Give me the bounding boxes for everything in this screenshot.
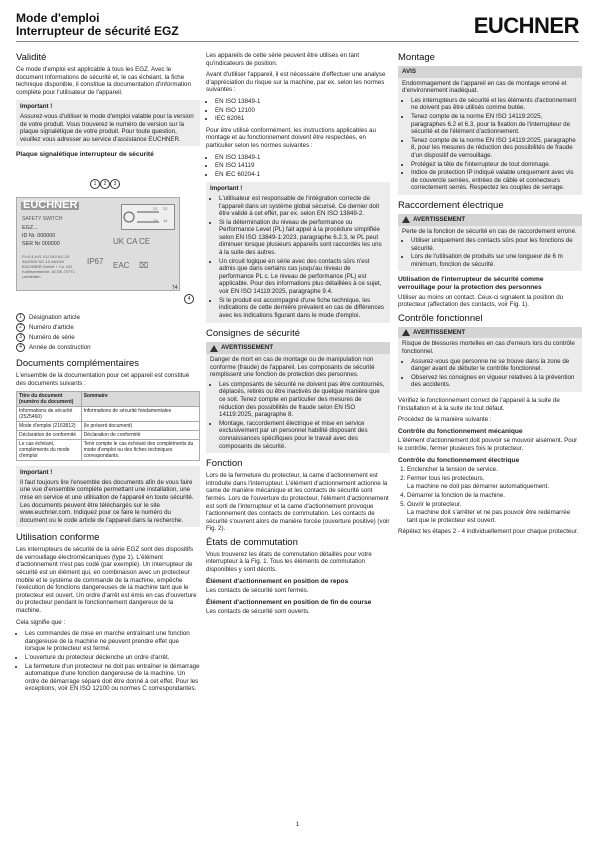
list-item: • Indice de protection IP indiqué valable uniquement avec vis de couvercle serrées, entrées de câble et connecteurs correctement serrés. Respectez les couples de serrage. — [411, 169, 578, 192]
nameplate-id: ID Nr. 000000 — [22, 232, 56, 239]
important-text: Assurez-vous d'utiliser le mode d'emploi valable pour la version de votre produit. Vous trouverez le numéro de version sur la plaque signalétique de votre produit. Pour toute question, veuillez vous adresser au service d'assistance EUCHNER. — [20, 112, 194, 143]
list-item: • L'ouverture du protecteur déclenche un ordre d'arrêt. — [25, 654, 200, 662]
standards-list — [206, 98, 390, 123]
important-box: Important ! • L'utilisateur est responsable de l'intégration correcte de l'appareil dans un système global sécurisé. Ce dernier doit être validé à cet effet, par ex. selon EN ISO 13849-2. • Si la détermination du niveau de performance ou Performance Level (PL) fait appel à la procédure simplifiée selon EN ISO 13849-1:2023, paragraphe 6.2.3, le PL peut diminuer lorsque plusieurs appareils sont raccordés les uns à la suite des autres. • Un circuit logique en série avec des contacts sûrs n'est admis que dans certains cas jusqu'au niveau de performance PL c. Le niveau de performance (PL) est applicable. Pour des informations plus détaillées à ce sujet, voir EN ISO 14119:2025, paragraphe 9.4. • Si le produit est accompagné d'une fiche technique, les indications de cette dernière prévalent en cas de différences avec les indications figurant dans le mode d'emploi. — [206, 182, 390, 323]
list-item: • Les composants de sécurité ne doivent pas être contournés, déplacés, retirés ou être inactivés de quelque manière que ce soit. Tenez compte en particulier des mesures de réduction des possibilités de fraude selon EN ISO 14119:2025, paragraphe 8. — [219, 381, 386, 419]
table-row: Le cas échéant, compléments du mode d'emploi Tenir compte le cas échéant des compléments du mode d'emploi ou des fiches techniques correspondants. — [17, 440, 200, 461]
ce-mark-icon: CE — [139, 236, 151, 246]
list-item: • EN ISO 14119 — [215, 162, 390, 170]
warning-box: AVERTISSEMENT Perte de la fonction de sécurité en cas de raccordement erroné. • Utiliser uniquement des contacts sûrs pour les fonctions de sécurité. • Lors de l'utilisation de produits sur une longueur de 6 m minimum, fonction de sécurité. — [398, 214, 582, 272]
list-item: • EN ISO 13849-1 — [215, 154, 390, 162]
table-row: Informations de sécurité (2525460) Informations de sécurité fondamentales — [17, 407, 200, 422]
legend-item: 1 Désignation article — [16, 313, 200, 322]
test-steps — [398, 466, 582, 524]
section-title-functional-test: Contrôle fonctionnel — [398, 312, 483, 324]
list-item: • Un circuit logique en série avec des contacts sûrs n'est admis que dans certains cas jusqu'au niveau de performance PL c. Le niveau de performance (PL) est applicable. Pour des informations plus détaillées à ce sujet, voir EN ISO 14119:2025, paragraphe 9.4. — [219, 258, 386, 296]
ec-mark-icon: EAC — [113, 260, 130, 270]
contact-label: 21 — [153, 205, 158, 211]
section-title-validity: Validité — [16, 52, 47, 63]
nameplate-legend — [16, 313, 200, 352]
header-rule — [16, 41, 579, 42]
usage-list — [16, 630, 200, 693]
list-item: La machine ne doit pas démarrer automatiquement. — [407, 483, 550, 491]
table-header-row: Titre du document (numéro du document) Sommaire — [17, 392, 200, 407]
list-item: 1. Enclencher la tension de service. — [407, 466, 582, 474]
list-item: • Assurez-vous que personne ne se trouve dans la zone de danger avant de débuter le contrôle fonctionnel. — [411, 358, 578, 373]
contact-label: 14 — [163, 217, 168, 223]
list-item: • EN IEC 60204-1 — [215, 171, 390, 179]
documents-table — [16, 391, 200, 461]
list-item: • Utiliser uniquement des contacts sûrs pour les fonctions de sécurité. — [411, 237, 578, 252]
list-item: • Les interrupteurs de sécurité et les éléments d'actionnement ne doivent pas être utilisés comme butée. — [411, 97, 578, 112]
list-item: • Si le produit est accompagné d'une fiche technique, les indications de cette dernière prévalent en cas de différences avec les indications figurant dans le mode d'emploi. — [219, 297, 386, 320]
list-item: • Les commandes de mise en marche entraînant une fonction dangereuse de la machine ne peuvent prendre effet que lorsque le protecteur est fermé. — [25, 630, 200, 653]
list-item: • Tenez compte de la norme EN ISO 14119:2025, paragraphes 6.2 et 6.3, pour la fixation de l'interrupteur de sécurité et de l'élément d'actionnement. — [411, 113, 578, 136]
important-title: Important ! — [20, 103, 53, 111]
nameplate-model: EGZ... — [22, 224, 38, 231]
list-item: • La fermeture d'un protecteur ne doit pas entraîner le démarrage automatique d'une fonction dangereuse de la machine. Un ordre de démarrage séparé doit être donné à cet effet. Pour les exceptions, voir EN ISO 12100 ou normes C correspondantes. — [25, 663, 200, 693]
weee-icon: ⌧ — [139, 260, 149, 270]
page-number: 1 — [295, 822, 300, 828]
list-item: La machine doit s'arrêter et ne pas pouvoir être redémarrée tant que le protecteur est ouvert. — [407, 509, 571, 524]
legend-item: 4 Année de construction — [16, 343, 200, 352]
brand-logo: EUCHNER — [473, 13, 579, 38]
list-item: • EN ISO 13849-1 — [215, 98, 390, 106]
doc-title-line1: Mode d'emploi — [16, 11, 100, 25]
section-title-function: Fonction — [206, 458, 243, 470]
section-title-electrical: Raccordement électrique — [398, 199, 504, 211]
documents-text: L'ensemble de la documentation pour cet appareil est constitué des documents suivants : — [16, 371, 190, 387]
column-1: Validité Ce mode d'emploi est applicable à tous les EGZ. Avec le document Informations de sécurité et, le cas échéant, la fiche technique disponible, il constitue la documentation d'information complète pour l'utilisateur de l'appareil. Important ! Assurez-vous d'utiliser le mode d'emploi valable pour la version de votre produit. Vous trouverez le numéro de version sur la plaque signalétique de votre produit. Pour toute question, veuillez vous adresser au service d'assistance EUCHNER. Plaque signalétique interrupteur de sécurité EUCHNER SAFETY SWITCH EGZ... ID Nr. 000000 SER Nr 000000 FI=0.4 A.R. EU 24V AC-15 4A/230V DC-13 4A/24V EUCHNER GmbH + Co. KG Kohlhammerstr. 16 DE-70771 Leinfelden IP67 UK CA CE EAC ⌧ 21 22 13 14 1 2 3 4 74 1 Désignation article 2 Numéro d'article 3 Numéro de série 4 Année de construction Documents complémentaires L'ensemble de la documentation pour cet appareil est constitué des documents suivants : Titre du document (numéro du document) Sommaire Informations de sécurité (2525460) Informations de sécurité fondamentales Mode d'emploi (2163812) (le présent document) Déclaration de conformité Déclaration de conformité Le cas échéant, compléments du mode d'emploi Tenir compte le cas échéant des compléments du mode d'emploi ou des fiches techniques correspondants. Important ! Il faut toujours lire l'ensemble des documents afin de vous faire une vue d'ensemble complète permettant une installation, une mise en service et une utilisation de l'appareil en toute sécurité. Les documents peuvent être téléchargés sur le site www.euchner.com. Indiquez pour ce faire le numéro du document ou le code article de l'appareil dans la recherche. Utilisation conforme Les interrupteurs de sécurité de la série EGZ sont des dispositifs de verrouillage électromécaniques (type 1). L'élément d'actionnement n'est pas codé (par exemple). Un interrupteur de sécurité est un élément qui, en combinaison avec un protecteur mobile et le système de commande de la machine, empêche l'exécution de fonctions dangereuses de la machine tant que le protecteur est ouvert. Un ordre d'arrêt est émis en cas d'ouverture du protecteur pendant le fonctionnement dangereux de la machine. Cela signifie que : • Les commandes de mise en marche entraînant une fonction dangereuse de la machine ne peuvent prendre effet que lorsque le protecteur est fermé. • L'ouverture du protecteur déclenche un ordre d'arrêt. • La fermeture d'un protecteur ne doit pas entraîner le démarrage automatique d'une fonction dangereuse de la machine. Un ordre de démarrage séparé doit être donné à cet effet. Pour les exceptions, voir EN ISO 12100 ou normes C correspondantes. — [16, 52, 200, 697]
notice-box: AVIS Endommagement de l'appareil en cas de montage erroné et d'environnement inadéquat. • Les interrupteurs de sécurité et les éléments d'actionnement ne doivent pas être utilisés comme butée. • Tenez compte de la norme EN ISO 14119:2025, paragraphes 6.2 et 6.3, pour la fixation de l'interrupteur de sécurité et de l'élément d'actionnement. • Tenez compte de la norme EN ISO 14119:2025, paragraphe 8, pour les mesures de réduction des possibilités de fraude d'un dispositif de verrouillage. • Protégez la tête de l'interrupteur de tout dommage. • Indice de protection IP indiqué valable uniquement avec vis de couvercle serrées, entrées de câble et connecteurs correctement serrés. Respectez les couples de serrage. — [398, 66, 582, 195]
list-item: • L'utilisateur est responsable de l'intégration correcte de l'appareil dans un système global sécurisé. Ce dernier doit être validé à cet effet, par ex. selon EN ISO 13849-2. — [219, 195, 386, 218]
list-item: 5. Ouvrir le protecteur. — [407, 501, 582, 509]
validity-text: Ce mode d'emploi est applicable à tous les EGZ. Avec le document Informations de sécurité et, le cas échéant, la fiche technique disponible, il constitue la documentation d'information complète pour l'utilisateur de l'appareil. — [16, 66, 191, 96]
contact-label: 13 — [153, 217, 158, 223]
legend-item: 3 Numéro de série — [16, 333, 200, 342]
important-box — [16, 100, 200, 146]
list-item: • Si la détermination du niveau de performance ou Performance Level (PL) fait appel à la procédure simplifiée selon EN ISO 13849-1:2023, paragraphe 6.2.3, le PL peut diminuer lorsque plusieurs appareils sont raccordés les uns à la suite des autres. — [219, 219, 386, 257]
section-title-intended-use: Utilisation conforme — [16, 532, 100, 544]
standards-list — [206, 154, 390, 179]
nameplate-serial: SER Nr 000000 — [22, 240, 60, 247]
list-item: • Lors de l'utilisation de produits sur une longueur de 6 m minimum, fonction de sécurité. — [411, 253, 578, 268]
list-item: • Observez les consignes en vigueur relatives à la prévention des accidents. — [411, 374, 578, 389]
list-item: • Montage, raccordement électrique et mise en service exclusivement par un personnel habilité disposant des connaissances spécifiques pour le travail avec des composants de sécurité. — [219, 420, 386, 450]
list-item: • Protégez la tête de l'interrupteur de tout dommage. — [411, 161, 578, 169]
table-row: Déclaration de conformité Déclaration de conformité — [17, 431, 200, 440]
callout-2: 2 — [100, 179, 110, 189]
list-item: • EN ISO 12100 — [215, 107, 390, 115]
warning-icon — [402, 216, 410, 223]
contact-label: 22 — [163, 205, 168, 211]
section-title-safety: Consignes de sécurité — [206, 328, 300, 340]
column-3: Montage AVIS Endommagement de l'appareil en cas de montage erroné et d'environnement inadéquat. • Les interrupteurs de sécurité et les éléments d'actionnement ne doivent pas être utilisés comme butée. • Tenez compte de la norme EN ISO 14119:2025, paragraphes 6.2 et 6.3, pour la fixation de l'interrupteur de sécurité et de l'élément d'actionnement. • Tenez compte de la norme EN ISO 14119:2025, paragraphe 8, pour les mesures de réduction des possibilités de fraude d'un dispositif de verrouillage. • Protégez la tête de l'interrupteur de tout dommage. • Indice de protection IP indiqué valable uniquement avec vis de couvercle serrées, entrées de câble et connecteurs correctement serrés. Respectez les couples de serrage. Raccordement électrique AVERTISSEMENT Perte de la fonction de sécurité en cas de raccordement erroné. • Utiliser uniquement des contacts sûrs pour les fonctions de sécurité. • Lors de l'utilisation de produits sur une longueur de 6 m minimum, fonction de sécurité. Utilisation de l'interrupteur de sécurité comme verrouillage pour la protection des personnes Utiliser au moins un contact. Ceux-ci signalent la position du protecteur (affectation des contacts, voir Fig. 1). Contrôle fonctionnel AVERTISSEMENT Risque de blessures mortelles en cas d'erreurs lors du contrôle fonctionnel. • Assurez-vous que personne ne se trouve dans la zone de danger avant de débuter le contrôle fonctionnel. • Observez les consignes en vigueur relatives à la prévention des accidents. Vérifiez le fonctionnement correct de l'appareil à la suite de l'installation et à la suite de tout défaut. Procédez de la manière suivante : Contrôle du fonctionnement mécanique L'élément d'actionnement doit pouvoir se mouvoir aisément. Pour le contrôle, fermer plusieurs fois le protecteur. Contrôle du fonctionnement électrique 1. Enclencher la tension de service. 2. Fermer tous les protecteurs. La machine ne doit pas démarrer automatiquement. 4. Démarrer la fonction de la machine. 5. Ouvrir le protecteur. La machine doit s'arrêter et ne pas pouvoir être redémarrée tant que le protecteur est ouvert. Répétez les étapes 2 - 4 individuellement pour chaque protecteur. — [398, 52, 582, 540]
doc-title-line2: Interrupteur de sécurité EGZ — [16, 24, 179, 38]
list-item: • IEC 62061 — [215, 115, 390, 123]
nameplate-ip-rating: IP67 — [87, 256, 104, 266]
warning-icon — [210, 345, 218, 352]
warning-box: AVERTISSEMENT Danger de mort en cas de montage ou de manipulation non conforme (fraude) de l'appareil. Les composants de sécurité remplissent une fonction de protection des personnes. • Les composants de sécurité ne doivent pas être contournés, déplacés, retirés ou être inactivés de quelque manière que ce soit. Tenez compte en particulier des mesures de réduction des possibilités de fraude selon EN ISO 14119:2025, paragraphe 8. • Montage, raccordement électrique et mise en service exclusivement par un personnel habilité disposant des connaissances spécifiques pour le travail avec des composants de sécurité. — [206, 342, 390, 453]
important-box: Important ! Il faut toujours lire l'ensemble des documents afin de vous faire une vue d'ensemble complète permettant une installation, une mise en service et une utilisation de l'appareil en toute sécurité. Les documents peuvent être téléchargés sur le site www.euchner.com. Indiquez pour ce faire le numéro du document ou le code article de l'appareil dans la recherche. — [16, 466, 200, 527]
nameplate-title: Plaque signalétique interrupteur de sécurité — [16, 151, 154, 159]
nameplate — [16, 197, 180, 291]
section-title-documents: Documents complémentaires — [16, 357, 140, 369]
list-item: 4. Démarrer la fonction de la machine. — [407, 492, 582, 500]
nameplate-figure — [16, 161, 200, 309]
list-item: • Tenez compte de la norme EN ISO 14119:2025, paragraphe 8, pour les mesures de réduction des possibilités de fraude d'un dispositif de verrouillage. — [411, 137, 578, 160]
nameplate-subtitle: SAFETY SWITCH — [22, 215, 63, 222]
callout-1: 1 — [90, 179, 100, 189]
warning-box: AVERTISSEMENT Risque de blessures mortelles en cas d'erreurs lors du contrôle fonctionnel. • Assurez-vous que personne ne se trouve dans la zone de danger avant de débuter le contrôle fonctionnel. • Observez les consignes en vigueur relatives à la prévention des accidents. — [398, 327, 582, 392]
nameplate-small-print: FI=0.4 A.R. EU 24V AC-15 4A/230V DC-13 4A/24V EUCHNER GmbH + Co. KG Kohlhammerstr. 16 DE-70771 Leinfelden — [22, 253, 75, 279]
table-row: Mode d'emploi (2163812) (le présent document) — [17, 422, 200, 431]
callout-4: 4 — [184, 294, 194, 304]
list-item: 2. Fermer tous les protecteurs. — [407, 475, 582, 483]
nameplate-logo: EUCHNER — [23, 198, 78, 211]
callout-3: 3 — [110, 179, 120, 189]
nameplate-year: 74 — [172, 284, 178, 291]
section-title-mounting: Montage — [398, 52, 435, 63]
ukca-mark-icon: UK CA — [113, 236, 138, 246]
legend-item: 2 Numéro d'article — [16, 323, 200, 332]
column-2: Les appareils de cette série peuvent être utilisés en tant qu'indicateurs de position. Avant d'utiliser l'appareil, il est nécessaire d'effectuer une analyse d'appréciation du risque sur la machine, par ex. selon les normes suivantes : • EN ISO 13849-1 • EN ISO 12100 • IEC 62061 Pour être utilisé conformément, les instructions applicables au montage et au fonctionnement doivent être respectées, en particulier selon les normes suivantes : • EN ISO 13849-1 • EN ISO 14119 • EN IEC 60204-1 Important ! • L'utilisateur est responsable de l'intégration correcte de l'appareil dans un système global sécurisé. Ce dernier doit être validé à cet effet, par ex. selon EN ISO 13849-2. • Si la détermination du niveau de performance ou Performance Level (PL) fait appel à la procédure simplifiée selon EN ISO 13849-1:2023, paragraphe 6.2.3, le PL peut diminuer lorsque plusieurs appareils sont raccordés les uns à la suite des autres. • Un circuit logique en série avec des contacts sûrs n'est admis que dans certains cas jusqu'au niveau de performance PL c. Le niveau de performance (PL) est applicable. Pour des informations plus détaillées à ce sujet, voir EN ISO 14119:2025, paragraphe 9.4. • Si le produit est accompagné d'une fiche technique, les indications de cette dernière prévalent en cas de différences avec les indications figurant dans le mode d'emploi. Consignes de sécurité AVERTISSEMENT Danger de mort en cas de montage ou de manipulation non conforme (fraude) de l'appareil. Les composants de sécurité remplissent une fonction de protection des personnes. • Les composants de sécurité ne doivent pas être contournés, déplacés, retirés ou être inactivés de quelque manière que ce soit. Tenez compte en particulier des mesures de réduction des possibilités de fraude selon EN ISO 14119:2025, paragraphe 8. • Montage, raccordement électrique et mise en service exclusivement par un personnel habilité disposant des connaissances spécifiques pour le travail avec des composants de sécurité. Fonction Lors de la fermeture du protecteur, la came d'actionnement est introduite dans l'interrupteur. L'élément d'actionnement actionne la came de manière mécanique et les contacts de sécurité sont fermés. Lors de l'ouverture du protecteur, l'élément d'actionnement est sorti de l'interrupteur et la came d'actionnement provoque l'actionnement des contacts de commutation. Les contacts de sécurité s'ouvrent alors de manière forcée (ouverture positive) (voir Fig. 2). États de commutation Vous trouverez les états de commutation détaillés pour votre interrupteur à la Fig. 1. Tous les éléments de commutation disponibles y sont décrits. Élément d'actionnement en position de repos Les contacts de sécurité sont fermés. Élément d'actionnement en position de fin de course Les contacts de sécurité sont ouverts. — [206, 52, 390, 620]
warning-icon — [402, 329, 410, 336]
section-title-states: États de commutation — [206, 536, 298, 548]
document-header — [16, 12, 179, 38]
